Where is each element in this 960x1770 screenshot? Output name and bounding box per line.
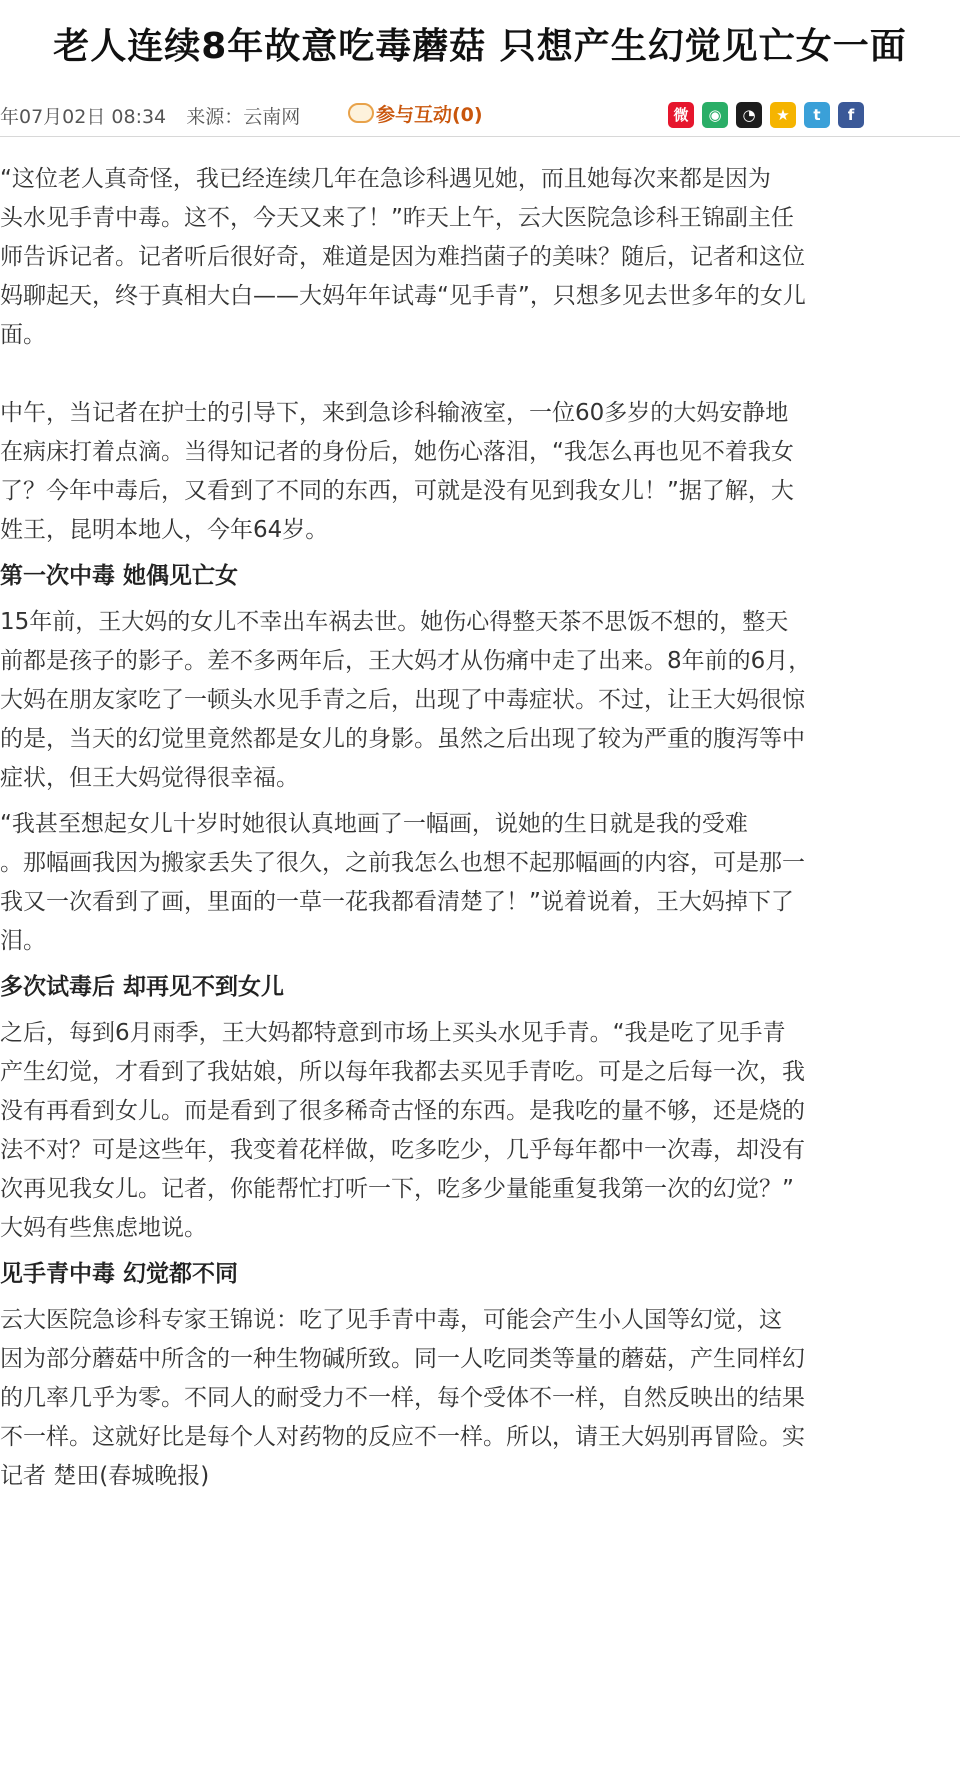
text-line: 症状，但王大妈觉得很幸福。 — [0, 765, 299, 791]
text-line: 头水见手青中毒。这不，今天又来了！”昨天上午，云大医院急诊科王锦副主任 — [0, 205, 794, 231]
section-heading-first-poisoning: 第一次中毒 她偶见亡女 — [0, 563, 239, 589]
text-line: 前都是孩子的影子。差不多两年后，王大妈才从伤痛中走了出来。8年前的6月， — [0, 648, 812, 674]
text-line: 的几率几乎为零。不同人的耐受力不一样，每个受体不一样，自然反映出的结果 — [0, 1385, 805, 1411]
article-meta-bar — [0, 96, 960, 137]
text-line: 妈聊起天，终于真相大白——大妈年年试毒“见手青”，只想多见去世多年的女儿 — [0, 283, 806, 309]
section-heading-different-hallucinations: 见手青中毒 幻觉都不同 — [0, 1261, 239, 1287]
text-line: 之后，每到6月雨季，王大妈都特意到市场上买头水见手青。“我是吃了见手青 — [0, 1020, 786, 1046]
text-line: 面。 — [0, 322, 46, 348]
text-line: 泪。 — [0, 928, 46, 954]
tencent-weibo-share-icon[interactable]: t — [804, 102, 830, 128]
text-line: 15年前，王大妈的女儿不幸出车祸去世。她伤心得整天茶不思饭不想的，整天 — [0, 609, 789, 635]
publish-date: 年07月02日 08:34 — [0, 106, 167, 128]
text-line: 云大医院急诊科专家王锦说：吃了见手青中毒，可能会产生小人国等幻觉，这 — [0, 1307, 782, 1333]
text-line: 中午，当记者在护士的引导下，来到急诊科输液室，一位60多岁的大妈安静地 — [0, 400, 789, 426]
text-line: 没有再看到女儿。而是看到了很多稀奇古怪的东西。是我吃的量不够，还是烧的 — [0, 1098, 805, 1124]
text-line: 次再见我女儿。记者，你能帮忙打听一下，吃多少量能重复我第一次的幻觉？” — [0, 1176, 794, 1202]
article-title: 老人连续8年故意吃毒蘑菇 只想产生幻觉见亡女一面 — [53, 26, 907, 67]
text-line: 法不对？可是这些年，我变着花样做，吃多吃少，几乎每年都中一次毒，却没有 — [0, 1137, 805, 1163]
comment-link[interactable] — [348, 100, 483, 127]
text-line: “这位老人真奇怪，我已经连续几年在急诊科遇见她，而且她每次来都是因为 — [0, 166, 771, 192]
text-line: 在病床打着点滴。当得知记者的身份后，她伤心落泪，“我怎么再也见不着我女 — [0, 439, 794, 465]
text-line: 不一样。这就好比是每个人对药物的反应不一样。所以，请王大妈别再冒险。实 — [0, 1424, 805, 1450]
text-line: 姓王，昆明本地人，今年64岁。 — [0, 517, 329, 543]
section-heading-repeated-poisoning: 多次试毒后 却再见不到女儿 — [0, 974, 285, 1000]
text-line: 产生幻觉，才看到了我姑娘，所以每年我都去买见手青吃。可是之后每一次，我 — [0, 1059, 805, 1085]
comment-bubble-icon — [348, 103, 374, 123]
text-line: 因为部分蘑菇中所含的一种生物碱所致。同一人吃同类等量的蘑菇，产生同样幻 — [0, 1346, 805, 1372]
paragraph-first-poisoning — [0, 603, 960, 798]
text-line: 的是，当天的幻觉里竟然都是女儿的身影。虽然之后出现了较为严重的腹泻等中 — [0, 726, 805, 752]
wechat-share-icon[interactable]: ◉ — [702, 102, 728, 128]
article-source: 来源：云南网 — [186, 106, 301, 128]
text-line: 记者 楚田(春城晚报) — [0, 1463, 210, 1489]
qzone-share-icon[interactable]: ★ — [770, 102, 796, 128]
text-line: 我又一次看到了画，里面的一草一花我都看清楚了！”说着说着，王大妈掉下了 — [0, 889, 794, 915]
text-line: 了？今年中毒后，又看到了不同的东西，可就是没有见到我女儿！”据了解，大 — [0, 478, 794, 504]
paragraph-expert-explanation — [0, 1301, 960, 1496]
weibo-share-icon[interactable]: 微 — [668, 102, 694, 128]
facebook-share-icon[interactable]: f — [838, 102, 864, 128]
text-line: 。那幅画我因为搬家丢失了很久，之前我怎么也想不起那幅画的内容，可是那一 — [0, 850, 805, 876]
article-body — [0, 160, 960, 1770]
paragraph-repeated-poisoning — [0, 1014, 960, 1248]
share-toolbar — [668, 102, 872, 130]
comment-link-label: 参与互动(0) — [376, 104, 483, 126]
text-line: 大妈在朋友家吃了一顿头水见手青之后，出现了中毒症状。不过，让王大妈很惊 — [0, 687, 805, 713]
text-line: 师告诉记者。记者听后很好奇，难道是因为难挡菌子的美味？随后，记者和这位 — [0, 244, 805, 270]
article-meta-text — [0, 102, 314, 129]
text-line: 大妈有些焦虑地说。 — [0, 1215, 207, 1241]
paragraph-painting-memory — [0, 805, 960, 961]
paragraph-intro — [0, 160, 960, 355]
text-line: “我甚至想起女儿十岁时她很认真地画了一幅画，说她的生日就是我的受难 — [0, 811, 748, 837]
qq-share-icon[interactable]: ◔ — [736, 102, 762, 128]
paragraph-hospital-visit — [0, 394, 960, 550]
